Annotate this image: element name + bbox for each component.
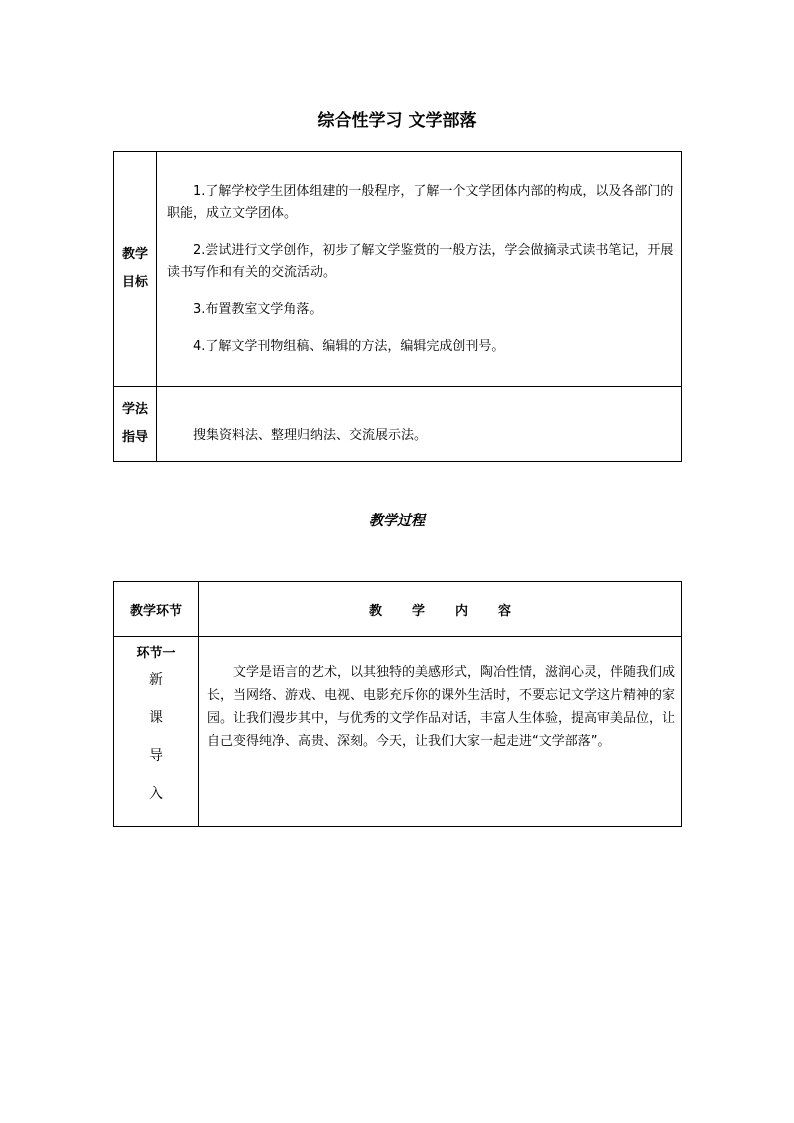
goal-item-4: 4.了解文学刊物组稿、编辑的方法，编辑完成创刊号。	[193, 338, 505, 354]
stage-char-1: 新	[149, 672, 163, 688]
goal-item-2: 2.尝试进行文学创作，初步了解文学鉴赏的一般方法，学会做摘录式读书笔记，开展读书写作和有关的交流活动。	[167, 242, 674, 280]
goal-item-1: 1.了解学校学生团体组建的一般程序，了解一个文学团体内部的构成，以及各部门的职能，成立文学团体。	[167, 183, 674, 221]
goals-content-cell	[157, 152, 682, 387]
section-title: 教学过程	[369, 513, 425, 529]
process-row	[114, 637, 682, 827]
intro-content-cell	[199, 637, 682, 827]
method-label-line1: 学法	[121, 402, 148, 417]
stage-char-3: 导	[149, 748, 163, 764]
process-header-row	[114, 582, 682, 637]
stage-char-2: 课	[149, 710, 163, 726]
goals-row	[114, 152, 682, 387]
goals-label-line2: 目标	[121, 275, 148, 290]
goal-item-3: 3.布置教室文学角落。	[193, 301, 323, 317]
header-stage-cell	[114, 582, 199, 637]
goals-table	[113, 151, 682, 462]
stage-cell	[114, 637, 199, 827]
stage-char-4: 入	[149, 786, 163, 802]
header-stage-label: 教学环节	[129, 603, 182, 619]
goals-label-cell	[114, 152, 157, 387]
method-label-cell	[114, 387, 157, 462]
header-content-label: 教学内容	[368, 603, 541, 619]
document-title: 综合性学习 文学部落	[317, 111, 477, 131]
method-label-line2: 指导	[121, 430, 148, 445]
header-content-cell	[199, 582, 682, 637]
method-text: 搜集资料法、整理归纳法、交流展示法。	[193, 427, 428, 443]
method-content-cell	[157, 387, 682, 462]
stage-name: 环节一	[136, 646, 176, 661]
intro-text: 文学是语言的艺术，以其独特的美感形式，陶冶性情，滋润心灵，伴随我们成长，当网络、游戏、电视、电影充斥你的课外生活时，不要忘记文学这片精神的家园。让我们漫步其中，与优秀的文学作品对话，丰富人生体验，提高审美品位，让自己变得纯净、高贵、深刻。今天，让我们大家一起走进“文学部落”。	[207, 665, 676, 749]
process-table	[113, 581, 682, 827]
method-row	[114, 387, 682, 462]
goals-label-line1: 教学	[121, 247, 148, 262]
